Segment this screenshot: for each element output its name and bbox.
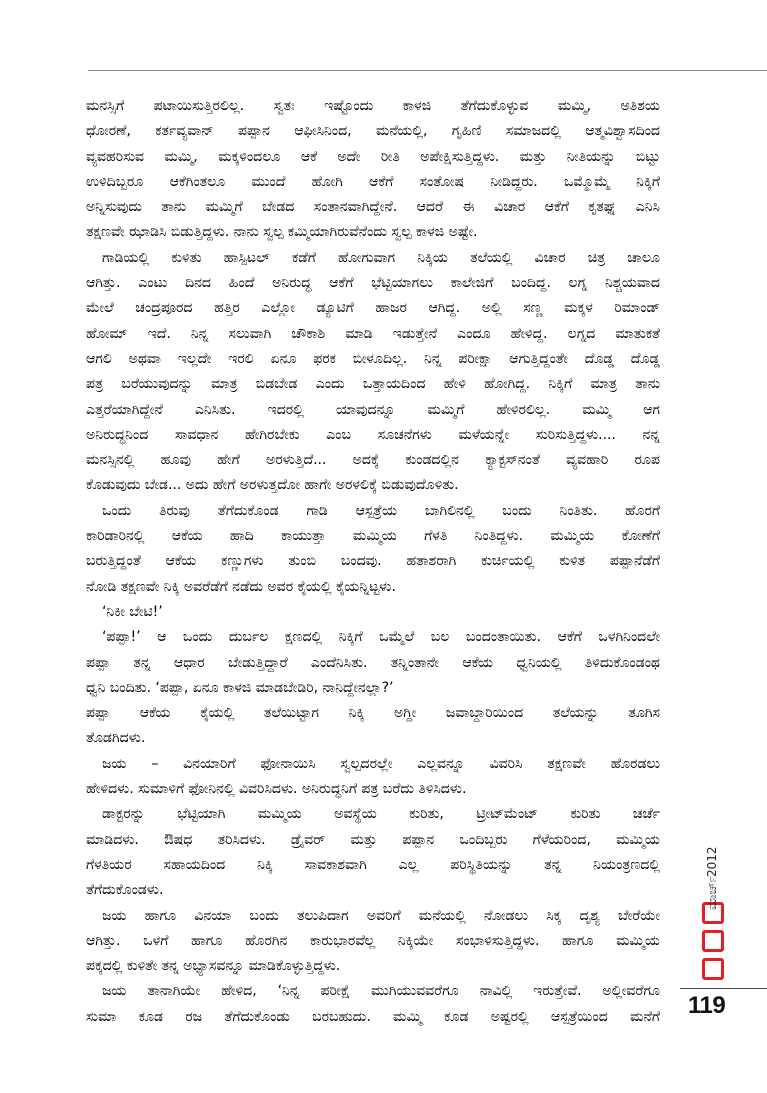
text-line: ಆಗಿತ್ತು. ಎಂಟು ದಿನದ ಹಿಂದೆ ಅನಿರುದ್ಧ ಆಕೆಗೆ ಭೆಟ್ಟಿಯಾಗಲು ಕಾಲೇಜಿಗೆ ಬಂದಿದ್ದ. ಲಗ್ನ ನಿಶ್ಚಯವಾದ — [86, 275, 660, 292]
text-line: ನೋಡಿ ತಕ್ಷಣವೇ ನಿಕ್ಕಿ ಅವರೆಡೆಗೆ ನಡೆದು ಅವರ ಕೈಯಲ್ಲಿ ಕೈಯನ್ನಿಟ್ಟಳು. — [86, 578, 396, 595]
text-line: ಹೋಮ್ ಇದೆ. ನಿನ್ನ ಸಲುವಾಗಿ ಚೌಕಾಶಿ ಮಾಡಿ ಇಡುತ್ತೇನೆ ಎಂದೂ ಹೇಳಿದ್ದ. ಲಗ್ನದ ಮಾತುಕತೆ — [86, 325, 660, 342]
issue-month: ಮಾರ್ಚ್ — [705, 876, 719, 911]
text-line: ಕೊಡುವುದು ಬೇಡ... ಅದು ಹೇಗೆ ಅರಳುತ್ತದೋ ಹಾಗೇ ಅರಳಲಿಕ್ಕೆ ಬಿಡುವುದೊಳಿತು. — [86, 477, 459, 494]
text-line: ವ್ಯವಹರಿಸುವ ಮಮ್ಮಿ, ಮಕ್ಕಳಿಂದಲೂ ಆಕೆ ಅದೇ ರೀತಿ ಅಪೇಕ್ಷಿಸುತ್ತಿದ್ದಳು. ಮತ್ತು ನೀತಿಯನ್ನು ಬಿಟ್ಟು — [86, 148, 660, 165]
text-line: ಜಯ ಹಾಗೂ ವಿನಯಾ ಬಂದು ತಲುಪಿದಾಗ ಅವರಿಗೆ ಮನೆಯಲ್ಲಿ ನೋಡಲು ಸಿಕ್ಕ ದೃಶ್ಯ ಬೇರೆಯೇ — [102, 907, 660, 924]
masthead-letter-glyph — [702, 930, 724, 952]
issue-date — [702, 840, 722, 911]
text-line: ಮಾಡಿದಳು. ಔಷಧ ತರಿಸಿದಳು. ಡ್ರೈವರ್ ಮತ್ತು ಪಪ್ಪಾನ ಒಂದಿಬ್ಬರು ಗೆಳೆಯರಿಂದ, ಮಮ್ಮಿಯ — [86, 831, 660, 848]
text-line: ಕಾರಿಡಾರಿನಲ್ಲಿ ಆಕೆಯ ಹಾದಿ ಕಾಯುತ್ತಾ ಮಮ್ಮಿಯ ಗೆಳತಿ ನಿಂತಿದ್ದಳು. ಮಮ್ಮಿಯ ಕೋಣೆಗೆ — [86, 528, 660, 545]
text-line: ಡಾಕ್ಟರನ್ನು ಭೆಟ್ಟಿಯಾಗಿ ಮಮ್ಮಿಯ ಅವಸ್ಥೆಯ ಕುರಿತು, ಟ್ರೀಟ್‌ಮೆಂಟ್ ಕುರಿತು ಚರ್ಚೆ — [102, 806, 660, 823]
text-line: ತೆಗೆದುಕೊಂಡಳು. — [86, 882, 164, 899]
text-line: ತೊಡಗಿದಳು. — [86, 730, 146, 747]
text-line: ‘ಪಪ್ಪಾ!’ ಆ ಒಂದು ದುರ್ಬಲ ಕ್ಷಣದಲ್ಲಿ ನಿಕ್ಕಿಗೆ ಒಮ್ಮೆಲೆ ಬಲ ಬಂದಂತಾಯಿತು. ಆಕೆಗೆ ಒಳಗಿನಿಂದಲೇ — [102, 629, 660, 646]
text-line: ಎತ್ತರೆಯಾಗಿದ್ದೇನೆ ಎನಿಸಿತು. ಇದರಲ್ಲಿ ಯಾವುದನ್ನೂ ಮಮ್ಮಿಗೆ ಹೇಳಿರಲಿಲ್ಲ. ಮಮ್ಮಿ ಆಗ — [86, 401, 660, 418]
text-line: ಪಕ್ಕದಲ್ಲಿ ಕುಳಿತೇ ತನ್ನ ಅಭ್ಯಾಸವನ್ನೂ ಮಾಡಿಕೊಳ್ಳುತ್ತಿದ್ದಳು. — [86, 958, 341, 975]
text-line: ಅನ್ನಿಸುವುದು ತಾನು ಮಮ್ಮಿಗೆ ಬೇಡದ ಸಂತಾನವಾಗಿದ್ದೇನೆ. ಆದರೆ ಈ ವಿಚಾರ ಆಕೆಗೆ ಕೃತಘ್ನ ಎನಿಸಿ — [86, 199, 660, 216]
text-line: ಸುಮಾ ಕೂಡ ರಜ ತೆಗೆದುಕೊಂಡು ಬರಬಹುದು. ಮಮ್ಮಿ ಕೂಡ ಅಷ್ಟರಲ್ಲಿ ಆಸ್ಪತ್ರೆಯಿಂದ ಮನೆಗೆ — [86, 1008, 660, 1025]
text-line: ಹೇಳಿದಳು. ಸುಮಾಳಿಗೆ ಫೋನಿನಲ್ಲಿ ವಿವರಿಸಿದಳು. ಅನಿರುದ್ಧನಿಗೆ ಪತ್ರ ಬರೆದು ತಿಳಿಸಿದಳು. — [86, 781, 467, 798]
text-line: ಬರುತ್ತಿದ್ದಂತೆ ಆಕೆಯ ಕಣ್ಣುಗಳು ತುಂಬಿ ಬಂದವು. ಹತಾಶರಾಗಿ ಕುರ್ಚಿಯಲ್ಲಿ ಕುಳಿತ ಪಪ್ಪಾನೆಡೆಗೆ — [86, 553, 660, 570]
text-line: ಒಂದು ತಿರುವು ತೆಗೆದುಕೊಂಡ ಗಾಡಿ ಆಸ್ಪತ್ರೆಯ ಬಾಗಿಲಿನಲ್ಲಿ ಬಂದು ನಿಂತಿತು. ಹೊರಗೆ — [102, 502, 660, 519]
text-line: ಮನಸ್ಸಿನಲ್ಲಿ ಹೂವು ಹೇಗೆ ಅರಳುತ್ತಿದೆ... ಅದಕ್ಕೆ ಕುಂಡದಲ್ಲಿನ ಕ್ಯಾಕ್ಟಸ್‌ನಂತೆ ವ್ಯವಹಾರಿ ರೂಪ — [86, 452, 660, 469]
text-line: ಆಗಲಿ ಅಥವಾ ಇಲ್ಲದೇ ಇರಲಿ ಏನೂ ಫರಕ ಬೀಳೂದಿಲ್ಲ. ನಿನ್ನ ಪರೀಕ್ಷಾ ಆಗುತ್ತಿದ್ದಂತೇ ದೊಡ್ಡ ದೊಡ್ಡ — [86, 350, 660, 367]
text-line: ಧ್ವನಿ ಬಂದಿತು. ‘ಪಪ್ಪಾ, ಏನೂ ಕಾಳಜಿ ಮಾಡಬೇಡಿರಿ, ನಾನಿದ್ದೇನಲ್ಲಾ?’ — [86, 679, 394, 696]
magazine-masthead — [683, 902, 743, 980]
text-line: ಜಯ ತಾನಾಗಿಯೇ ಹೇಳಿದ, ‘ನಿನ್ನ ಪರೀಕ್ಷೆ ಮುಗಿಯುವವರೆಗೂ ನಾವಿಲ್ಲಿ ಇರುತ್ತೇವೆ. ಅಲ್ಲೀವರೆಗೂ — [102, 983, 660, 1000]
top-rule — [88, 70, 767, 71]
text-line: ಆಗಿತ್ತು. ಒಳಗೆ ಹಾಗೂ ಹೊರಗಿನ ಕಾರುಭಾರವೆಲ್ಲ ನಿಕ್ಕಿಯೇ ಸಂಭಾಳಿಸುತ್ತಿದ್ದಳು. ಹಾಗೂ ಮಮ್ಮಿಯ — [86, 932, 660, 949]
text-line: ಮೇಲೆ ಚಂದ್ರಪೂರದ ಹತ್ತಿರ ಎಲ್ಲೋ ಡ್ಯೂಟಿಗೆ ಹಾಜರ ಆಗಿದ್ದ. ಅಲ್ಲಿ ಸಣ್ಣ ಮಕ್ಕಳ ರಿಮಾಂಡ್ — [86, 300, 660, 317]
text-line: ಅನಿರುದ್ಧನಿಂದ ಸಾವಧಾನ ಹೇಗಿರಬೇಕು ಎಂಬ ಸೂಚನೆಗಳು ಮಳೆಯನ್ನೇ ಸುರಿಸುತ್ತಿದ್ದಳು.... ನನ್ನ — [86, 426, 660, 443]
text-line: ತಕ್ಷಣವೇ ಝಾಡಿಸಿ ಬಿಡುತ್ತಿದ್ದಳು. ನಾನು ಸ್ವಲ್ಪ ಕಮ್ಮಿಯಾಗಿರುವೆನೆಂದು ಸ್ವಲ್ಪ ಕಾಳಜಿ ಅಷ್ಟೇ. — [86, 224, 478, 241]
text-line: ಗೆಳತಿಯರ ಸಹಾಯದಿಂದ ನಿಕ್ಕಿ ಸಾವಕಾಶವಾಗಿ ಎಲ್ಲ ಪರಿಸ್ಥಿತಿಯನ್ನು ತನ್ನ ನಿಯಂತ್ರಣದಲ್ಲಿ — [86, 856, 660, 873]
text-line: ಧೋರಣೆ, ಕರ್ತವ್ಯವಾನ್ ಪಪ್ಪಾನ ಆಫೀಸಿನಿಂದ, ಮನೆಯಲ್ಲಿ, ಗೃಹಿಣಿ ಸಮಾಜದಲ್ಲಿ ಆತ್ಮವಿಶ್ವಾಸದಿಂದ — [86, 123, 660, 140]
text-line: ಪಪ್ಪಾ ತನ್ನ ಆಧಾರ ಬೇಡುತ್ತಿದ್ದಾರೆ ಎಂದೆನಿಸಿತು. ತನ್ನಿಂತಾನೇ ಆಕೆಯ ಧ್ವನಿಯಲ್ಲಿ ತಿಳಿದುಕೊಂಡಂಥ — [86, 654, 660, 671]
issue-year: 2012 — [705, 846, 719, 877]
text-line: ಮನಸ್ಸಿಗೆ ಪಟಾಯಿಸುತ್ತಿರಲಿಲ್ಲ. ಸ್ವತಃ ಇಷ್ಟೊಂದು ಕಾಳಜಿ ತೆಗೆದುಕೊಳ್ಳುವ ಮಮ್ಮಿ, ಅತಿಶಯ — [86, 98, 660, 114]
text-line: ‘ನಿಕೀ ಬೇಟಿ!’ — [102, 603, 163, 620]
text-line: ಪತ್ರ ಬರೆಯುವುದನ್ನು ಮಾತ್ರ ಬಿಡಬೇಡ ಎಂದು ಒತ್ತಾಯದಿಂದ ಹೇಳಿ ಹೋಗಿದ್ದ. ನಿಕ್ಕಿಗೆ ಮಾತ್ರ ತಾನು — [86, 376, 660, 393]
text-line: ಉಳಿದಿಬ್ಬರೂ ಆಕೆಗಿಂತಲೂ ಮುಂದೆ ಹೋಗಿ ಆಕೆಗೆ ಸಂತೋಷ ನೀಡಿದ್ದರು. ಒಮ್ಮೊಮ್ಮೆ ನಿಕ್ಕಿಗೆ — [86, 173, 660, 190]
article-body — [86, 94, 660, 1030]
text-line: ಪಪ್ಪಾ ಆಕೆಯ ಕೈಯಲ್ಲಿ ತಲೆಯಿಟ್ಟಾಗ ನಿಕ್ಕಿ ಅಗ್ದೀ ಜವಾಬ್ದಾರಿಯಿಂದ ತಲೆಯನ್ನು ತೂಗಿಸ — [86, 705, 660, 722]
page-number-rule — [680, 988, 767, 989]
text-line: ಜಯ – ವಿನಯಾರಿಗೆ ಫೋನಾಯಿಸಿ ಸ್ವಲ್ಪದರಲ್ಲೇ ಎಲ್ಲವನ್ನೂ ವಿವರಿಸಿ ತಕ್ಷಣವೇ ಹೊರಡಲು — [102, 755, 660, 772]
masthead-letter-glyph — [702, 958, 724, 980]
page-number: 119 — [688, 992, 726, 1019]
text-line: ಗಾಡಿಯಲ್ಲಿ ಕುಳಿತು ಹಾಸ್ಪಿಟಲ್ ಕಡೆಗೆ ಹೋಗುವಾಗ ನಿಕ್ಕಿಯ ತಲೆಯಲ್ಲಿ ವಿಚಾರ ಚಿತ್ರ ಚಾಲೂ — [102, 249, 660, 266]
